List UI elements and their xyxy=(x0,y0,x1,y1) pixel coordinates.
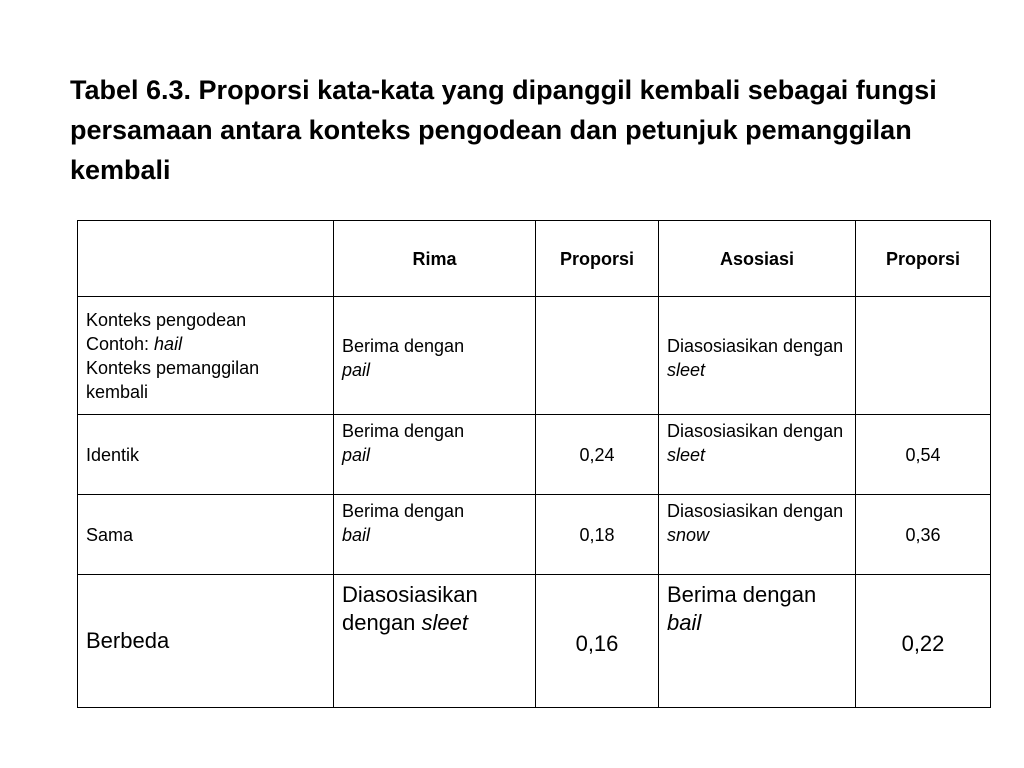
table-row-identik xyxy=(78,415,991,495)
context-rima-prefix: Berima dengan xyxy=(342,335,465,356)
rima-word: bail xyxy=(342,525,371,545)
context-example-prefix: Contoh: xyxy=(86,333,155,354)
context-asosiasi-proportion-cell xyxy=(856,297,991,415)
context-rima-cell xyxy=(334,297,536,415)
context-rima-word: pail xyxy=(342,359,371,380)
rima-word: pail xyxy=(342,445,371,465)
asosiasi-word: bail xyxy=(667,610,702,635)
row-label: Identik xyxy=(78,415,334,495)
table-row-context xyxy=(78,297,991,415)
context-asosiasi-cell xyxy=(659,297,856,415)
header-row xyxy=(78,221,991,297)
header-empty xyxy=(78,221,334,297)
asosiasi-word: snow xyxy=(667,525,710,545)
header-asosiasi: Asosiasi xyxy=(659,221,856,297)
table-row-sama xyxy=(78,495,991,575)
row-label: Berbeda xyxy=(78,575,334,708)
context-label-cell xyxy=(78,297,334,415)
asosiasi-prefix: Berima dengan xyxy=(667,582,817,607)
header-rima: Rima xyxy=(334,221,536,297)
asosiasi-proportion: 0,54 xyxy=(856,415,991,495)
row-label: Sama xyxy=(78,495,334,575)
context-example xyxy=(86,332,325,356)
asosiasi-prefix: Diasosiasikan dengan xyxy=(667,501,844,521)
asosiasi-proportion: 0,36 xyxy=(856,495,991,575)
asosiasi-proportion: 0,22 xyxy=(856,575,991,708)
context-rima-proportion-cell xyxy=(536,297,659,415)
rima-prefix: Diasosiasikan dengan xyxy=(342,582,478,635)
table-title: Tabel 6.3. Proporsi kata-kata yang dipanggil kembali sebagai fungsi persamaan antara konteks pengodean dan petunjuk pemanggilan kembali xyxy=(70,75,937,185)
asosiasi-prefix: Diasosiasikan dengan xyxy=(667,421,844,441)
asosiasi-cell xyxy=(659,495,856,575)
asosiasi-cell xyxy=(659,575,856,708)
context-retrieval-label: Konteks pemanggilan kembali xyxy=(86,357,260,402)
rima-cell xyxy=(334,495,536,575)
context-asosiasi-prefix: Diasosiasikan dengan xyxy=(667,335,844,356)
context-asosiasi-word: sleet xyxy=(667,359,706,380)
data-table xyxy=(77,220,991,708)
asosiasi-word: sleet xyxy=(667,445,706,465)
rima-word: sleet xyxy=(421,610,469,635)
rima-proportion: 0,24 xyxy=(536,415,659,495)
rima-prefix: Berima dengan xyxy=(342,421,465,441)
rima-proportion: 0,16 xyxy=(536,575,659,708)
table-row-berbeda xyxy=(78,575,991,708)
rima-cell xyxy=(334,415,536,495)
asosiasi-cell xyxy=(659,415,856,495)
context-example-word: hail xyxy=(154,333,183,354)
header-proporsi-asosiasi: Proporsi xyxy=(856,221,991,297)
rima-prefix: Berima dengan xyxy=(342,501,465,521)
rima-cell xyxy=(334,575,536,708)
context-encoding-label: Konteks pengodean xyxy=(86,309,247,330)
header-proporsi-rima: Proporsi xyxy=(536,221,659,297)
rima-proportion: 0,18 xyxy=(536,495,659,575)
